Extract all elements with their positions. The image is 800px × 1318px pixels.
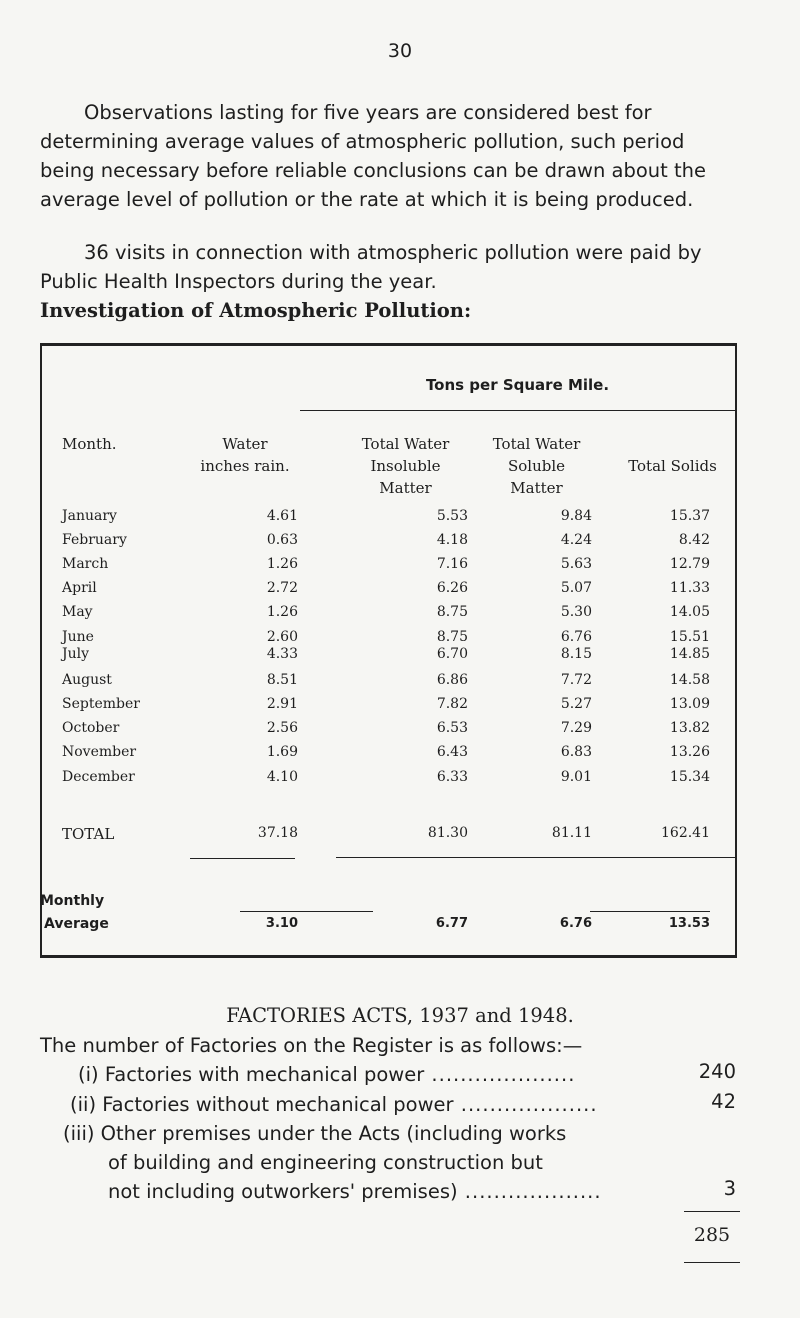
factories-total: 285 xyxy=(693,1224,731,1246)
factory-item-2-value: 42 xyxy=(711,1090,736,1113)
col-month-header: Month. xyxy=(62,435,117,453)
col-total-header: Total Solids xyxy=(628,457,717,475)
factories-title: FACTORIES ACTS, 1937 and 1948. xyxy=(226,1004,574,1027)
page-number: 30 xyxy=(387,40,413,62)
sum-rule-bottom xyxy=(684,1262,740,1263)
paragraph-observations: Observations lasting for five years are considered best for determining average values of atmospheric pollution, such period being necessary before reliable conclusions can be drawn about the average level of pollution or the rate at which it is being produced. xyxy=(40,101,706,211)
group-header: Tons per Square Mile. xyxy=(425,376,610,394)
col-water-header: Water inches rain. xyxy=(200,435,290,475)
col-insoluble-header: Total Water Insoluble Matter xyxy=(361,435,450,497)
sum-rule-top xyxy=(684,1211,740,1212)
factory-item-2: (ii) Factories without mechanical power ................... xyxy=(70,1093,598,1116)
pollution-table: Tons per Square Mile. Month. Water inches rain. Total Water Insoluble Matter Total Water Soluble Matter Total Solids January 4.61 5.53 9.84 15.37 February 0.63 4.18 4.24 8.42 March 1.26 7.16 5.63 12.79 April 2.72 6.26 5.07 11.33 May 1.26 8.75 5.30 14.05 June 2.60 8.75 6.76 15.51 July 4.33 6.70 8.15 14.85 August 8.51 6.86 7.72 14.58 September 2.91 7.82 5.27 13.09 October 2.56 6.53 7.29 13.82 November 1.69 6.43 6.83 13.26 December 4.10 6.33 9.01 15.34 TOTAL 37.18 81.30 81.11 162.41 Monthly Average 3.10 6.77 6.76 13.53 xyxy=(40,346,737,956)
paragraph-visits: 36 visits in connection with atmospheric pollution were paid by Public Health Inspectors during the year. xyxy=(40,241,702,293)
factory-item-1: (i) Factories with mechanical power .................... xyxy=(78,1063,576,1086)
investigation-heading: Investigation of Atmospheric Pollution: xyxy=(40,299,472,322)
col-soluble-header: Total Water Soluble Matter xyxy=(492,435,581,497)
factory-item-3: (iii) Other premises under the Acts (including works of building and engineering construction but not including outworkers' premises) ................... xyxy=(63,1122,602,1203)
factories-intro: The number of Factories on the Register is as follows:— xyxy=(40,1034,583,1057)
factory-item-1-value: 240 xyxy=(698,1060,736,1083)
factory-item-3-value: 3 xyxy=(723,1177,736,1200)
